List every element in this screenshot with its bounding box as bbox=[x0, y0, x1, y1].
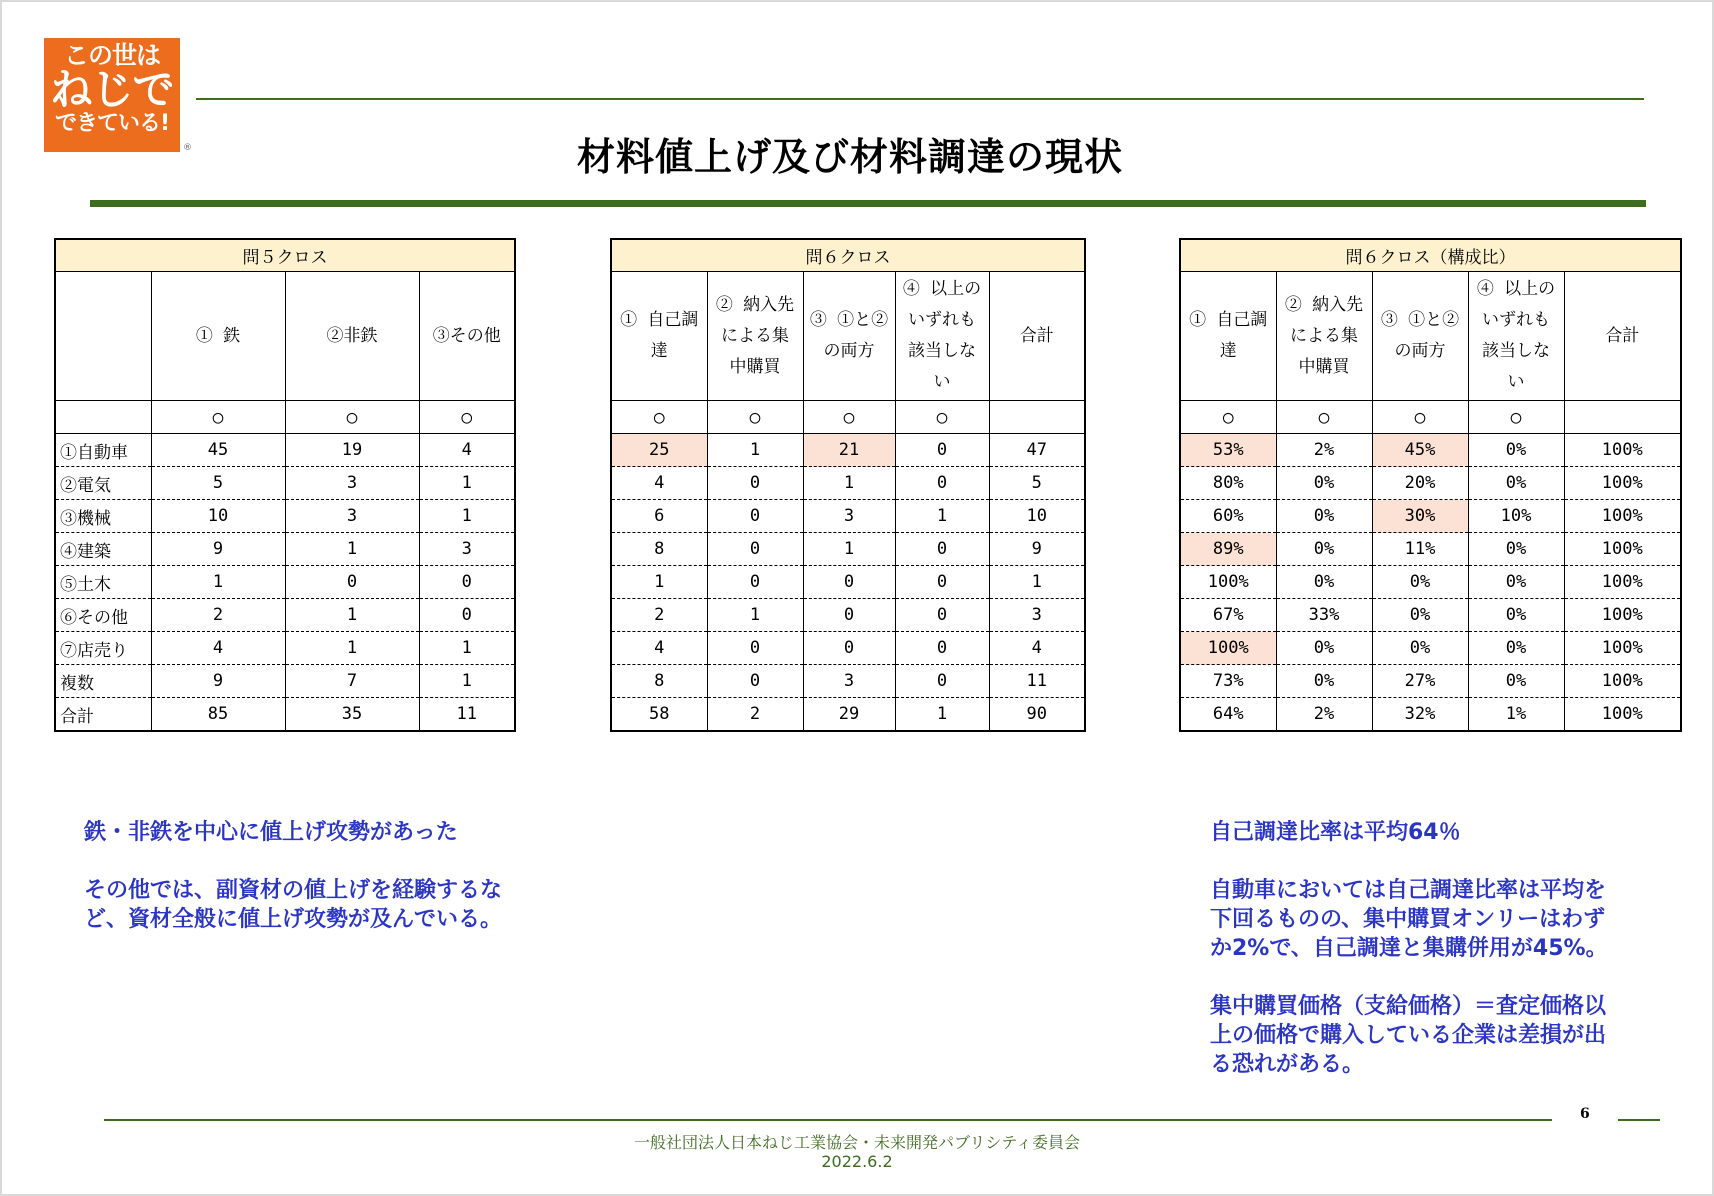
table-row bbox=[1180, 500, 1681, 533]
table-cell: 2 bbox=[707, 698, 803, 732]
header-line: による集 bbox=[1290, 325, 1358, 346]
note-line: 鉄・非鉄を中心に値上げ攻勢があった bbox=[84, 820, 458, 845]
table-cell: 0 bbox=[419, 566, 515, 599]
header-line: ③ ①と② bbox=[809, 310, 889, 330]
column-mark: ○ bbox=[611, 401, 707, 434]
table-row bbox=[55, 599, 515, 632]
table-caption: 問６クロス bbox=[611, 239, 1085, 272]
note-line: 下回るものの、集中購買オンリーはわず bbox=[1210, 907, 1606, 932]
table-cell: 0 bbox=[895, 434, 989, 467]
table-cell: 0% bbox=[1372, 566, 1468, 599]
note-line: か2%で、自己調達と集購併用が45%。 bbox=[1210, 936, 1608, 961]
table-cell: 0% bbox=[1468, 665, 1564, 698]
table-cell: 1 bbox=[803, 533, 895, 566]
header-line: ② 納入先 bbox=[715, 294, 795, 315]
page-title: 材料値上げ及び材料調達の現状 bbox=[576, 135, 1123, 179]
title-rule bbox=[90, 200, 1646, 207]
table-caption: 問５クロス bbox=[55, 239, 515, 272]
header-line: 中購買 bbox=[1298, 356, 1350, 377]
table-cell: 0% bbox=[1276, 566, 1372, 599]
table-cell: 2 bbox=[151, 599, 285, 632]
table-cell: 100% bbox=[1180, 632, 1276, 665]
logo bbox=[44, 38, 180, 152]
table-cell: 100% bbox=[1564, 467, 1681, 500]
table-cell: 0 bbox=[285, 566, 419, 599]
table-row bbox=[55, 500, 515, 533]
row-label: ⑤土木 bbox=[55, 566, 151, 599]
table-row bbox=[1180, 698, 1681, 732]
table-cell: 8 bbox=[611, 665, 707, 698]
column-mark: ○ bbox=[1180, 401, 1276, 434]
table-row bbox=[611, 434, 1085, 467]
header-line: ① 自己調 bbox=[1189, 310, 1268, 330]
table-cell: 1% bbox=[1468, 698, 1564, 732]
table-cell: 0% bbox=[1276, 533, 1372, 566]
table-cell: 10% bbox=[1468, 500, 1564, 533]
table-cell: 3 bbox=[419, 533, 515, 566]
header-line: 該当しな bbox=[908, 341, 976, 361]
column-mark bbox=[989, 401, 1085, 434]
table-cell: 3 bbox=[803, 500, 895, 533]
column-mark: ○ bbox=[285, 401, 419, 434]
column-header bbox=[55, 272, 151, 401]
column-mark: ○ bbox=[419, 401, 515, 434]
table-row bbox=[1180, 434, 1681, 467]
table-cell: 100% bbox=[1564, 665, 1681, 698]
table-cell: 11 bbox=[419, 698, 515, 732]
table-row bbox=[55, 632, 515, 665]
table-row bbox=[1180, 467, 1681, 500]
table-cell: 1 bbox=[895, 500, 989, 533]
column-mark: ○ bbox=[151, 401, 285, 434]
column-header: ③その他 bbox=[419, 272, 515, 401]
table-cell: 7 bbox=[285, 665, 419, 698]
table-cell: 20% bbox=[1372, 467, 1468, 500]
logo-line-1: この世は bbox=[63, 41, 160, 70]
table-cell: 0% bbox=[1468, 566, 1564, 599]
header-line: ④ 以上の bbox=[902, 279, 982, 299]
table-cell: 1 bbox=[419, 467, 515, 500]
table-cell: 100% bbox=[1564, 566, 1681, 599]
header-line: 該当しな bbox=[1482, 341, 1550, 361]
header-line: 合計 bbox=[1019, 325, 1054, 346]
table-row bbox=[55, 533, 515, 566]
table-row bbox=[1180, 599, 1681, 632]
table-cell: 1 bbox=[707, 434, 803, 467]
table-cell: 0 bbox=[707, 467, 803, 500]
table-cell: 47 bbox=[989, 434, 1085, 467]
table-cell: 0% bbox=[1468, 533, 1564, 566]
table-cell: 0% bbox=[1276, 467, 1372, 500]
header-line: の両方 bbox=[1394, 341, 1446, 361]
header-line: いずれも bbox=[908, 310, 976, 330]
table-cell: 0% bbox=[1468, 632, 1564, 665]
header-line: による集 bbox=[721, 325, 789, 346]
note-line: その他では、副資材の値上げを経験するな bbox=[84, 878, 503, 903]
column-header bbox=[1564, 272, 1681, 401]
column-mark bbox=[55, 401, 151, 434]
table-row bbox=[55, 698, 515, 732]
table-cell: 1 bbox=[419, 665, 515, 698]
table-cell: 0 bbox=[895, 632, 989, 665]
column-mark: ○ bbox=[707, 401, 803, 434]
table-cell: 0 bbox=[803, 599, 895, 632]
table-cell: 5 bbox=[989, 467, 1085, 500]
table-row bbox=[1180, 533, 1681, 566]
table-cell: 53% bbox=[1180, 434, 1276, 467]
table-row bbox=[611, 500, 1085, 533]
table-cell: 4 bbox=[419, 434, 515, 467]
column-mark: ○ bbox=[1372, 401, 1468, 434]
table-cell: 0 bbox=[707, 632, 803, 665]
header-line: ② 納入先 bbox=[1284, 294, 1364, 315]
column-mark bbox=[1564, 401, 1681, 434]
note-line: 集中購買価格（支給価格）＝査定価格以 bbox=[1210, 994, 1607, 1019]
table-cell: 10 bbox=[151, 500, 285, 533]
header-line: ④ 以上の bbox=[1476, 279, 1556, 299]
table-cell: 64% bbox=[1180, 698, 1276, 732]
table-row bbox=[55, 566, 515, 599]
table-cell: 9 bbox=[151, 665, 285, 698]
table-cell: 67% bbox=[1180, 599, 1276, 632]
table-cell: 100% bbox=[1564, 698, 1681, 732]
table-q6-cross bbox=[610, 238, 1086, 732]
column-header bbox=[803, 272, 895, 401]
table-cell: 0 bbox=[707, 533, 803, 566]
table-row bbox=[611, 467, 1085, 500]
header-line: 達 bbox=[650, 341, 668, 361]
table-cell: 32% bbox=[1372, 698, 1468, 732]
table-cell: 9 bbox=[151, 533, 285, 566]
note-line: 上の価格で購入している企業は差損が出 bbox=[1210, 1023, 1607, 1048]
table-row bbox=[611, 632, 1085, 665]
table-cell: 4 bbox=[989, 632, 1085, 665]
header-line: い bbox=[1507, 372, 1525, 392]
table-cell: 8 bbox=[611, 533, 707, 566]
table-cell: 0 bbox=[803, 566, 895, 599]
table-cell: 73% bbox=[1180, 665, 1276, 698]
table-cell: 89% bbox=[1180, 533, 1276, 566]
row-label: ⑥その他 bbox=[55, 599, 151, 632]
table-cell: 0% bbox=[1468, 434, 1564, 467]
table-cell: 1 bbox=[285, 632, 419, 665]
page-number: 6 bbox=[1580, 1106, 1590, 1122]
table-cell: 100% bbox=[1180, 566, 1276, 599]
column-mark: ○ bbox=[895, 401, 989, 434]
table-row bbox=[611, 599, 1085, 632]
table-cell: 3 bbox=[803, 665, 895, 698]
row-label: 複数 bbox=[55, 665, 151, 698]
table-row bbox=[1180, 632, 1681, 665]
column-header: ① 鉄 bbox=[151, 272, 285, 401]
table-cell: 60% bbox=[1180, 500, 1276, 533]
table-cell: 0% bbox=[1372, 599, 1468, 632]
table-cell: 0 bbox=[895, 599, 989, 632]
column-header bbox=[1468, 272, 1564, 401]
table-row bbox=[55, 434, 515, 467]
table-cell: 6 bbox=[611, 500, 707, 533]
row-label: ③機械 bbox=[55, 500, 151, 533]
column-header bbox=[989, 272, 1085, 401]
table-cell: 19 bbox=[285, 434, 419, 467]
table-cell: 4 bbox=[151, 632, 285, 665]
footer-date: 2022.6.2 bbox=[821, 1152, 893, 1171]
row-label: ①自動車 bbox=[55, 434, 151, 467]
row-label: ④建築 bbox=[55, 533, 151, 566]
row-label: ②電気 bbox=[55, 467, 151, 500]
header-line: の両方 bbox=[823, 341, 875, 361]
column-header bbox=[707, 272, 803, 401]
table-cell: 0 bbox=[895, 665, 989, 698]
table-cell: 5 bbox=[151, 467, 285, 500]
table-cell: 45 bbox=[151, 434, 285, 467]
table-cell: 3 bbox=[285, 467, 419, 500]
note-line: る恐れがある。 bbox=[1210, 1052, 1365, 1077]
table-cell: 0 bbox=[803, 632, 895, 665]
table-cell: 100% bbox=[1564, 434, 1681, 467]
table-cell: 2% bbox=[1276, 434, 1372, 467]
table-cell: 25 bbox=[611, 434, 707, 467]
table-cell: 1 bbox=[611, 566, 707, 599]
table-cell: 1 bbox=[151, 566, 285, 599]
table-cell: 1 bbox=[989, 566, 1085, 599]
table-q5-cross bbox=[54, 238, 516, 732]
table-cell: 0 bbox=[895, 566, 989, 599]
note-line: ど、資材全般に値上げ攻勢が及んでいる。 bbox=[84, 907, 503, 932]
column-header bbox=[1180, 272, 1276, 401]
column-mark: ○ bbox=[1468, 401, 1564, 434]
table-cell: 0 bbox=[419, 599, 515, 632]
registered-mark: ® bbox=[183, 143, 192, 153]
column-header bbox=[1372, 272, 1468, 401]
table-cell: 1 bbox=[707, 599, 803, 632]
footer-organization: 一般社団法人日本ねじ工業協会・未来開発パブリシティ委員会 bbox=[633, 1133, 1081, 1152]
table-row bbox=[611, 533, 1085, 566]
header-line: 合計 bbox=[1605, 325, 1640, 346]
table-cell: 58 bbox=[611, 698, 707, 732]
table-cell: 4 bbox=[611, 632, 707, 665]
table-cell: 80% bbox=[1180, 467, 1276, 500]
footer-rule bbox=[104, 1119, 1552, 1121]
table-cell: 11% bbox=[1372, 533, 1468, 566]
table-cell: 29 bbox=[803, 698, 895, 732]
row-label: 合計 bbox=[55, 698, 151, 732]
table-cell: 4 bbox=[611, 467, 707, 500]
note-line: 自己調達比率は平均64％ bbox=[1210, 820, 1461, 845]
table-cell: 85 bbox=[151, 698, 285, 732]
header-rule bbox=[196, 98, 1644, 100]
column-mark: ○ bbox=[803, 401, 895, 434]
table-cell: 1 bbox=[419, 632, 515, 665]
table-row bbox=[1180, 566, 1681, 599]
column-header: ②非鉄 bbox=[285, 272, 419, 401]
header-line: ① 自己調 bbox=[620, 310, 699, 330]
table-cell: 30% bbox=[1372, 500, 1468, 533]
table-row bbox=[611, 698, 1085, 732]
table-cell: 0 bbox=[895, 467, 989, 500]
row-label: ⑦店売り bbox=[55, 632, 151, 665]
table-cell: 2% bbox=[1276, 698, 1372, 732]
note-line bbox=[84, 847, 502, 876]
table-cell: 3 bbox=[989, 599, 1085, 632]
table-cell: 100% bbox=[1564, 632, 1681, 665]
logo-line-2: ねじで bbox=[50, 65, 174, 114]
table-caption: 問６クロス（構成比） bbox=[1180, 239, 1681, 272]
table-cell: 0% bbox=[1276, 632, 1372, 665]
notes-right bbox=[1210, 818, 1608, 1079]
table-cell: 21 bbox=[803, 434, 895, 467]
table-cell: 90 bbox=[989, 698, 1085, 732]
table-cell: 0 bbox=[895, 533, 989, 566]
table-cell: 35 bbox=[285, 698, 419, 732]
table-cell: 1 bbox=[803, 467, 895, 500]
table-cell: 0% bbox=[1468, 467, 1564, 500]
table-cell: 100% bbox=[1564, 599, 1681, 632]
header-line: い bbox=[933, 372, 951, 392]
table-cell: 0% bbox=[1372, 632, 1468, 665]
table-cell: 9 bbox=[989, 533, 1085, 566]
table-cell: 1 bbox=[419, 500, 515, 533]
table-cell: 0 bbox=[707, 665, 803, 698]
table-cell: 10 bbox=[989, 500, 1085, 533]
table-cell: 0% bbox=[1276, 665, 1372, 698]
table-cell: 1 bbox=[285, 533, 419, 566]
header-line: いずれも bbox=[1482, 310, 1550, 330]
table-row bbox=[611, 665, 1085, 698]
table-cell: 0% bbox=[1276, 500, 1372, 533]
note-line bbox=[1210, 963, 1608, 992]
column-mark: ○ bbox=[1276, 401, 1372, 434]
table-q6-cross-ratio bbox=[1179, 238, 1682, 732]
column-header bbox=[611, 272, 707, 401]
note-line: 自動車においては自己調達比率は平均を bbox=[1210, 878, 1607, 903]
table-cell: 33% bbox=[1276, 599, 1372, 632]
table-row bbox=[55, 467, 515, 500]
header-line: 中購買 bbox=[729, 356, 781, 377]
column-header bbox=[895, 272, 989, 401]
table-cell: 3 bbox=[285, 500, 419, 533]
table-cell: 100% bbox=[1564, 533, 1681, 566]
logo-line-3: できている! bbox=[54, 111, 170, 136]
table-cell: 1 bbox=[895, 698, 989, 732]
footer-rule-right bbox=[1618, 1119, 1660, 1121]
table-cell: 0% bbox=[1468, 599, 1564, 632]
header-line: 達 bbox=[1219, 341, 1237, 361]
column-header bbox=[1276, 272, 1372, 401]
table-row bbox=[1180, 665, 1681, 698]
table-cell: 11 bbox=[989, 665, 1085, 698]
table-cell: 45% bbox=[1372, 434, 1468, 467]
note-line bbox=[1210, 847, 1608, 876]
header-line: ③ ①と② bbox=[1380, 310, 1460, 330]
table-cell: 2 bbox=[611, 599, 707, 632]
table-cell: 0 bbox=[707, 500, 803, 533]
table-cell: 0 bbox=[707, 566, 803, 599]
notes-left bbox=[84, 818, 502, 934]
table-cell: 1 bbox=[285, 599, 419, 632]
table-row bbox=[611, 566, 1085, 599]
table-cell: 27% bbox=[1372, 665, 1468, 698]
table-row bbox=[55, 665, 515, 698]
table-cell: 100% bbox=[1564, 500, 1681, 533]
